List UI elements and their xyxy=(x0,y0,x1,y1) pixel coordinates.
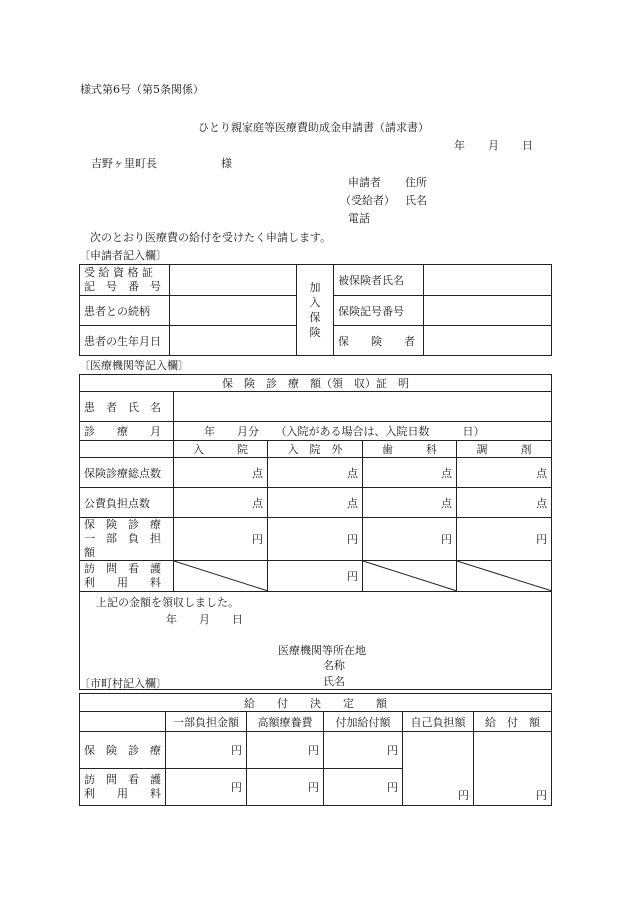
facility-person-label: 氏名 xyxy=(323,675,345,688)
cert-label-line2: 記 号 番 号 xyxy=(84,280,161,293)
insurance-char-3: 保 xyxy=(309,311,321,324)
diagonal-strike xyxy=(363,561,457,591)
copay-label-line2: 一 部 負 担 額 xyxy=(84,532,172,559)
medical-table xyxy=(79,374,552,690)
total-points-label: 保険診療総点数 xyxy=(80,458,174,488)
total-points-inpatient[interactable]: 点 xyxy=(174,458,268,488)
col-additional-benefit: 付加給付額 xyxy=(324,712,403,732)
municipal-header-blank xyxy=(80,712,166,732)
address-label: 住所 xyxy=(405,176,427,189)
copay-pharmacy[interactable]: 円 xyxy=(457,518,552,561)
header-blank xyxy=(80,441,174,458)
benefit-amount[interactable]: 円 xyxy=(474,732,552,806)
nursing-outpatient[interactable]: 円 xyxy=(268,561,363,592)
insurance-symbol-input[interactable] xyxy=(424,296,552,326)
municipal-table xyxy=(79,693,552,806)
section2-heading: 〔医療機関等記入欄〕 xyxy=(79,359,189,372)
insurance-char-2: 入 xyxy=(309,296,321,309)
municipal-row1-label: 保 険 診 療 xyxy=(80,732,166,769)
insurance-vertical-label xyxy=(297,265,334,356)
medical-table-title: 保 険 診 療 額（領 収）証 明 xyxy=(80,375,552,392)
col-partial-copay: 一部負担金額 xyxy=(166,712,247,732)
col-benefit-amount: 給 付 額 xyxy=(474,712,552,732)
col-high-cost: 高額療養費 xyxy=(247,712,324,732)
public-points-dental[interactable]: 点 xyxy=(363,488,457,518)
copay-label xyxy=(80,518,174,561)
recipient-label: （受給者） xyxy=(340,194,395,207)
receipt-date: 年 月 日 xyxy=(166,613,243,626)
total-points-pharmacy[interactable]: 点 xyxy=(457,458,552,488)
treatment-month-label: 診 療 月 xyxy=(80,422,174,441)
section3-heading: 〔市町村記入欄〕 xyxy=(79,677,167,690)
patient-name-label: 患 者 氏 名 xyxy=(80,392,174,422)
row2-additional-benefit[interactable]: 円 xyxy=(324,769,403,806)
nursing-pharmacy-void xyxy=(457,561,552,592)
applicant-table xyxy=(79,264,552,356)
municipal-row2-label xyxy=(80,769,166,806)
diagonal-strike xyxy=(457,561,552,591)
self-pay-amount[interactable]: 円 xyxy=(403,732,474,806)
total-points-dental[interactable]: 点 xyxy=(363,458,457,488)
col-self-pay: 自己負担額 xyxy=(403,712,474,732)
receipt-area xyxy=(80,592,552,690)
insurance-char-4: 険 xyxy=(309,326,321,339)
copay-outpatient[interactable]: 円 xyxy=(268,518,363,561)
row1-partial-copay[interactable]: 円 xyxy=(166,732,247,769)
form-number: 様式第6号（第5条関係） xyxy=(80,83,204,96)
request-text: 次のとおり医療費の給付を受けたく申請します。 xyxy=(90,231,332,244)
treatment-month-value[interactable]: 年 月分 （入院がある場合は、入院日数 日） xyxy=(174,422,552,441)
insurer-label: 保 険 者 xyxy=(334,326,424,356)
public-points-label: 公費負担点数 xyxy=(80,488,174,518)
name-label: 氏名 xyxy=(405,194,427,207)
birthdate-label: 患者の生年月日 xyxy=(80,326,170,356)
date-month: 月 xyxy=(488,139,499,152)
diagonal-strike xyxy=(174,561,268,591)
public-points-pharmacy[interactable]: 点 xyxy=(457,488,552,518)
cert-number-input[interactable] xyxy=(170,265,297,296)
addressee-name: 吉野ヶ里町長 xyxy=(91,157,157,170)
nursing-label-line1: 訪 問 看 護 xyxy=(84,562,161,575)
relationship-input[interactable] xyxy=(170,296,297,326)
municipal-row2-line2: 利 用 料 xyxy=(84,787,161,800)
insured-name-input[interactable] xyxy=(424,265,552,296)
col-outpatient: 入 院 外 xyxy=(268,441,363,458)
insurer-input[interactable] xyxy=(424,326,552,356)
copay-inpatient[interactable]: 円 xyxy=(174,518,268,561)
patient-name-input[interactable] xyxy=(174,392,552,422)
addressee-honorific: 様 xyxy=(221,157,232,170)
public-points-outpatient[interactable]: 点 xyxy=(268,488,363,518)
cert-label-line1: 受 給 資 格 証 xyxy=(84,266,153,279)
nursing-label xyxy=(80,561,174,592)
row1-additional-benefit[interactable]: 円 xyxy=(324,732,403,769)
applicant-label: 申請者 xyxy=(348,176,381,189)
nursing-inpatient-void xyxy=(174,561,268,592)
row2-partial-copay[interactable]: 円 xyxy=(166,769,247,806)
facility-address-label: 医療機関等所在地 xyxy=(278,644,366,657)
municipal-table-title: 給 付 決 定 額 xyxy=(80,694,552,712)
section1-heading: 〔申請者記入欄〕 xyxy=(79,249,167,262)
date-year: 年 xyxy=(454,139,465,152)
col-pharmacy: 調 剤 xyxy=(457,441,552,458)
birthdate-input[interactable] xyxy=(170,326,297,356)
copay-dental[interactable]: 円 xyxy=(363,518,457,561)
form-title: ひとり親家庭等医療費助成金申請書（請求書） xyxy=(198,121,429,134)
phone-label: 電話 xyxy=(348,212,370,225)
municipal-row2-line1: 訪 問 看 護 xyxy=(84,773,161,786)
copay-label-line1: 保 険 診 療 xyxy=(84,518,161,531)
row1-high-cost[interactable]: 円 xyxy=(247,732,324,769)
insurance-symbol-label: 保険記号番号 xyxy=(334,296,424,326)
cert-number-label xyxy=(80,265,170,296)
col-dental: 歯 科 xyxy=(363,441,457,458)
public-points-inpatient[interactable]: 点 xyxy=(174,488,268,518)
col-inpatient: 入 院 xyxy=(174,441,268,458)
receipt-text: 上記の金額を領収しました。 xyxy=(96,596,239,609)
nursing-label-line2: 利 用 料 xyxy=(84,576,161,589)
insured-name-label: 被保険者氏名 xyxy=(334,265,424,296)
total-points-outpatient[interactable]: 点 xyxy=(268,458,363,488)
facility-name-label: 名称 xyxy=(323,659,345,672)
relationship-label: 患者との続柄 xyxy=(80,296,170,326)
date-day: 日 xyxy=(522,139,533,152)
insurance-char-1: 加 xyxy=(309,281,321,294)
nursing-dental-void xyxy=(363,561,457,592)
row2-high-cost[interactable]: 円 xyxy=(247,769,324,806)
